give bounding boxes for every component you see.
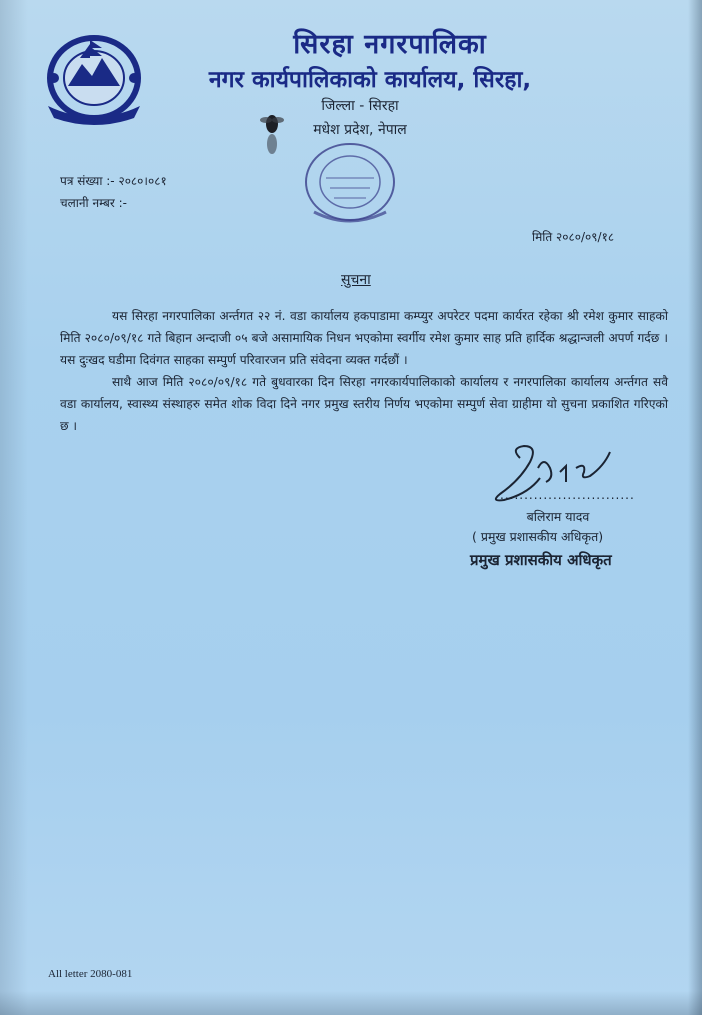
paragraph-1: यस सिरहा नगरपालिका अर्न्तगत २२ नं. वडा कार्यालय हकपाडामा कम्प्युर अपरेटर पदमा कार्यरत रहेका श्री रमेश कुमार साहको मिति २०८०/०९/१८ गते बिहान अन्दाजी ०५ बजे असामायिक निधन भएकोमा स्वर्गीय रमेश कुमार साह प्रति हार्दिक श्रद्धान्जली अपर्ण गर्दछ । यस दुःखद घडीमा दिवंगत साहका सम्पुर्ण परिवारजन प्रति संवेदना व्यक्त गर्दछौं । bbox=[60, 309, 668, 367]
municipality-title: सिरहा नगरपालिका bbox=[293, 29, 487, 60]
footer-note: All letter 2080-081 bbox=[48, 968, 133, 980]
designation-stamp: प्रमुख प्रशासकीय अधिकृत bbox=[470, 551, 612, 569]
notice-heading: सुचना bbox=[341, 272, 371, 288]
paper-shadow-left bbox=[0, 0, 28, 1015]
dispatch-number: चलानी नम्बर :- bbox=[60, 196, 127, 210]
paper-shadow-right bbox=[688, 0, 702, 1015]
office-subtitle: नगर कार्यपालिकाको कार्यालय, सिरहा, bbox=[208, 67, 532, 93]
notice-body bbox=[60, 305, 668, 437]
handwritten-signature bbox=[480, 438, 620, 518]
paragraph-2: साथै आज मिति २०८०/०९/१८ गते बुधवारका दिन सिरहा नगरकार्यपालिकाको कार्यालय र नगरपालिका कार्यालय अर्न्तगत सवै वडा कार्यालय, स्वास्थ्य संस्थाहरु समेत शोक विदा दिने नगर प्रमुख स्तरीय निर्णय भएकोमा सम्पुर्ण सेवा ग्राहीमा यो सुचना प्रकाशित गरिएको छ । bbox=[60, 375, 668, 433]
office-round-stamp bbox=[300, 138, 400, 226]
signature-line: ............................ bbox=[500, 488, 635, 502]
province-line: मधेश प्रदेश, नेपाल bbox=[313, 122, 407, 138]
signer-role: ( प्रमुख प्रशासकीय अधिकृत) bbox=[472, 529, 604, 544]
letter-date: मिति २०८०/०९/१८ bbox=[532, 230, 615, 244]
paper-shadow-bottom bbox=[0, 991, 702, 1015]
reference-number: पत्र संख्या :- २०८०।०८१ bbox=[60, 174, 167, 188]
district-line: जिल्ला - सिरहा bbox=[321, 98, 399, 114]
signer-name: बलिराम यादव bbox=[526, 509, 590, 524]
nepal-emblem-icon bbox=[40, 28, 148, 126]
fly-smudge bbox=[258, 110, 286, 156]
